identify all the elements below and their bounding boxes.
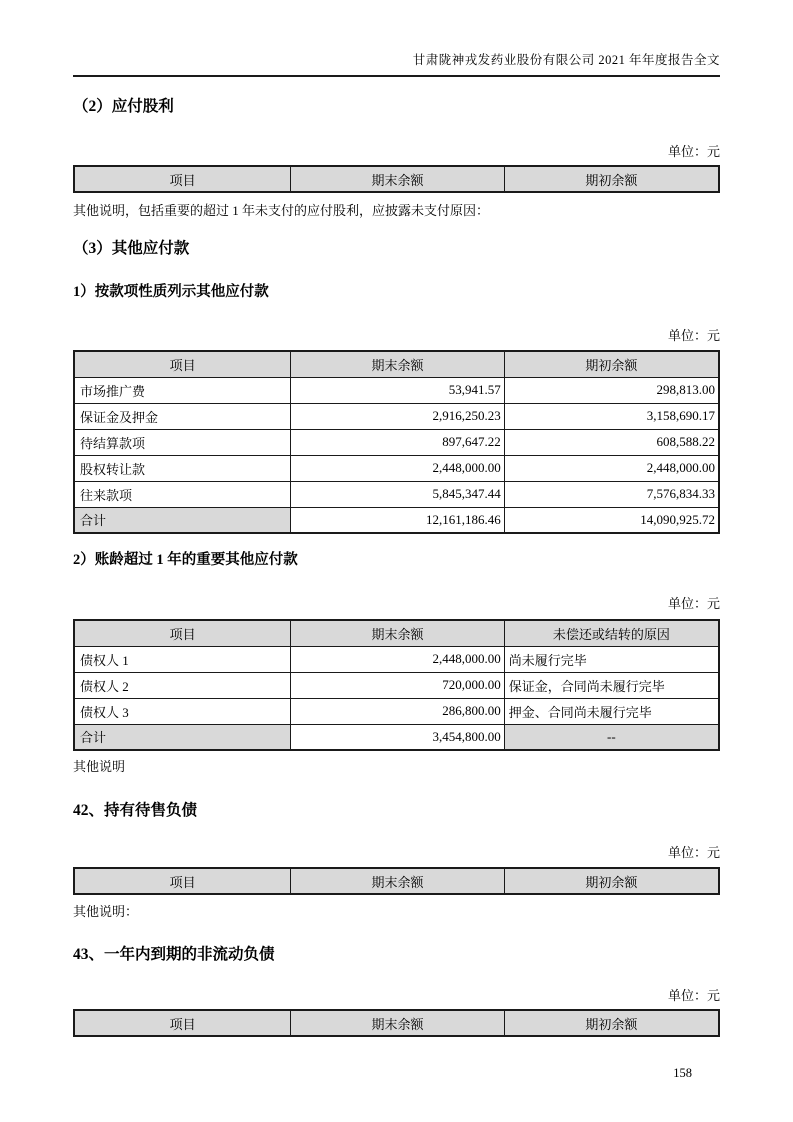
col-header-ending-balance: 期末余额 xyxy=(291,868,504,894)
cell-total-label: 合计 xyxy=(74,724,291,750)
table-total-row xyxy=(74,724,719,750)
col-header-item: 项目 xyxy=(74,868,291,894)
cell-ending-balance: 2,448,000.00 xyxy=(291,646,504,672)
cell-beginning-balance: 2,448,000.00 xyxy=(504,455,719,481)
table-header-row xyxy=(74,351,719,377)
cell-creditor: 债权人 2 xyxy=(74,672,291,698)
cell-reason: 押金、合同尚未履行完毕 xyxy=(504,698,719,724)
table-header-row xyxy=(74,620,719,646)
unit-label: 单位：元 xyxy=(667,144,720,159)
dividends-payable-table xyxy=(73,165,720,193)
cell-ending-balance: 286,800.00 xyxy=(291,698,504,724)
section-title-other-payables: （3）其他应付款 xyxy=(73,240,190,257)
section-title-noncurrent-liabilities-due-within-1-year: 43、一年内到期的非流动负债 xyxy=(73,946,275,963)
cell-reason: 保证金，合同尚未履行完毕 xyxy=(504,672,719,698)
dividends-note: 其他说明，包括重要的超过 1 年未支付的应付股利，应披露未支付原因： xyxy=(73,203,490,218)
cell-ending-balance: 5,845,347.44 xyxy=(291,481,504,507)
col-header-ending-balance: 期末余额 xyxy=(291,166,504,192)
cell-item: 保证金及押金 xyxy=(74,403,291,429)
cell-beginning-balance: 608,588.22 xyxy=(504,429,719,455)
cell-total-reason: -- xyxy=(504,724,719,750)
col-header-ending-balance: 期末余额 xyxy=(291,620,504,646)
table-header-row xyxy=(74,166,719,192)
section-title-dividends-payable: （2）应付股利 xyxy=(73,98,174,115)
page-content xyxy=(73,0,720,1081)
due-within-year-table xyxy=(73,1009,720,1037)
section-title-held-for-sale-liabilities: 42、持有待售负债 xyxy=(73,802,198,819)
cell-creditor: 债权人 3 xyxy=(74,698,291,724)
col-header-beginning-balance: 期初余额 xyxy=(504,1010,719,1036)
col-header-reason: 未偿还或结转的原因 xyxy=(504,620,719,646)
col-header-beginning-balance: 期初余额 xyxy=(504,351,719,377)
cell-creditor: 债权人 1 xyxy=(74,646,291,672)
cell-ending-balance: 53,941.57 xyxy=(291,377,504,403)
held-for-sale-table xyxy=(73,867,720,895)
subsection-title-aging-over-1-year: 2）账龄超过 1 年的重要其他应付款 xyxy=(73,552,298,568)
table-header-row xyxy=(74,1010,719,1036)
report-header-title: 甘肃陇神戎发药业股份有限公司 2021 年年度报告全文 xyxy=(73,0,720,77)
table-row xyxy=(74,455,719,481)
cell-total-ending-balance: 3,454,800.00 xyxy=(291,724,504,750)
cell-beginning-balance: 3,158,690.17 xyxy=(504,403,719,429)
cell-beginning-balance: 298,813.00 xyxy=(504,377,719,403)
cell-ending-balance: 720,000.00 xyxy=(291,672,504,698)
col-header-beginning-balance: 期初余额 xyxy=(504,166,719,192)
table-row xyxy=(74,403,719,429)
held-for-sale-note: 其他说明： xyxy=(73,904,139,919)
col-header-item: 项目 xyxy=(74,1010,291,1036)
aging-note: 其他说明 xyxy=(73,759,126,774)
table-row xyxy=(74,377,719,403)
table-row xyxy=(74,672,719,698)
table-row xyxy=(74,646,719,672)
cell-item: 往来款项 xyxy=(74,481,291,507)
cell-reason: 尚未履行完毕 xyxy=(504,646,719,672)
col-header-item: 项目 xyxy=(74,166,291,192)
unit-label: 单位：元 xyxy=(667,845,720,860)
unit-label: 单位：元 xyxy=(667,596,720,611)
cell-total-label: 合计 xyxy=(74,507,291,533)
col-header-beginning-balance: 期初余额 xyxy=(504,868,719,894)
cell-item: 待结算款项 xyxy=(74,429,291,455)
unit-label: 单位：元 xyxy=(667,988,720,1003)
table-total-row xyxy=(74,507,719,533)
subsection-title-by-nature: 1）按款项性质列示其他应付款 xyxy=(73,284,269,300)
cell-ending-balance: 2,448,000.00 xyxy=(291,455,504,481)
cell-beginning-balance: 7,576,834.33 xyxy=(504,481,719,507)
cell-item: 股权转让款 xyxy=(74,455,291,481)
col-header-ending-balance: 期末余额 xyxy=(291,351,504,377)
table-row xyxy=(74,698,719,724)
other-payables-by-nature-table xyxy=(73,350,720,534)
cell-ending-balance: 897,647.22 xyxy=(291,429,504,455)
col-header-item: 项目 xyxy=(74,620,291,646)
cell-total-beginning-balance: 14,090,925.72 xyxy=(504,507,719,533)
table-row xyxy=(74,481,719,507)
page-number: 158 xyxy=(673,1066,692,1080)
aging-over-1-year-table xyxy=(73,619,720,751)
unit-label: 单位：元 xyxy=(667,328,720,343)
table-header-row xyxy=(74,868,719,894)
col-header-ending-balance: 期末余额 xyxy=(291,1010,504,1036)
col-header-item: 项目 xyxy=(74,351,291,377)
cell-item: 市场推广费 xyxy=(74,377,291,403)
cell-total-ending-balance: 12,161,186.46 xyxy=(291,507,504,533)
table-row xyxy=(74,429,719,455)
cell-ending-balance: 2,916,250.23 xyxy=(291,403,504,429)
